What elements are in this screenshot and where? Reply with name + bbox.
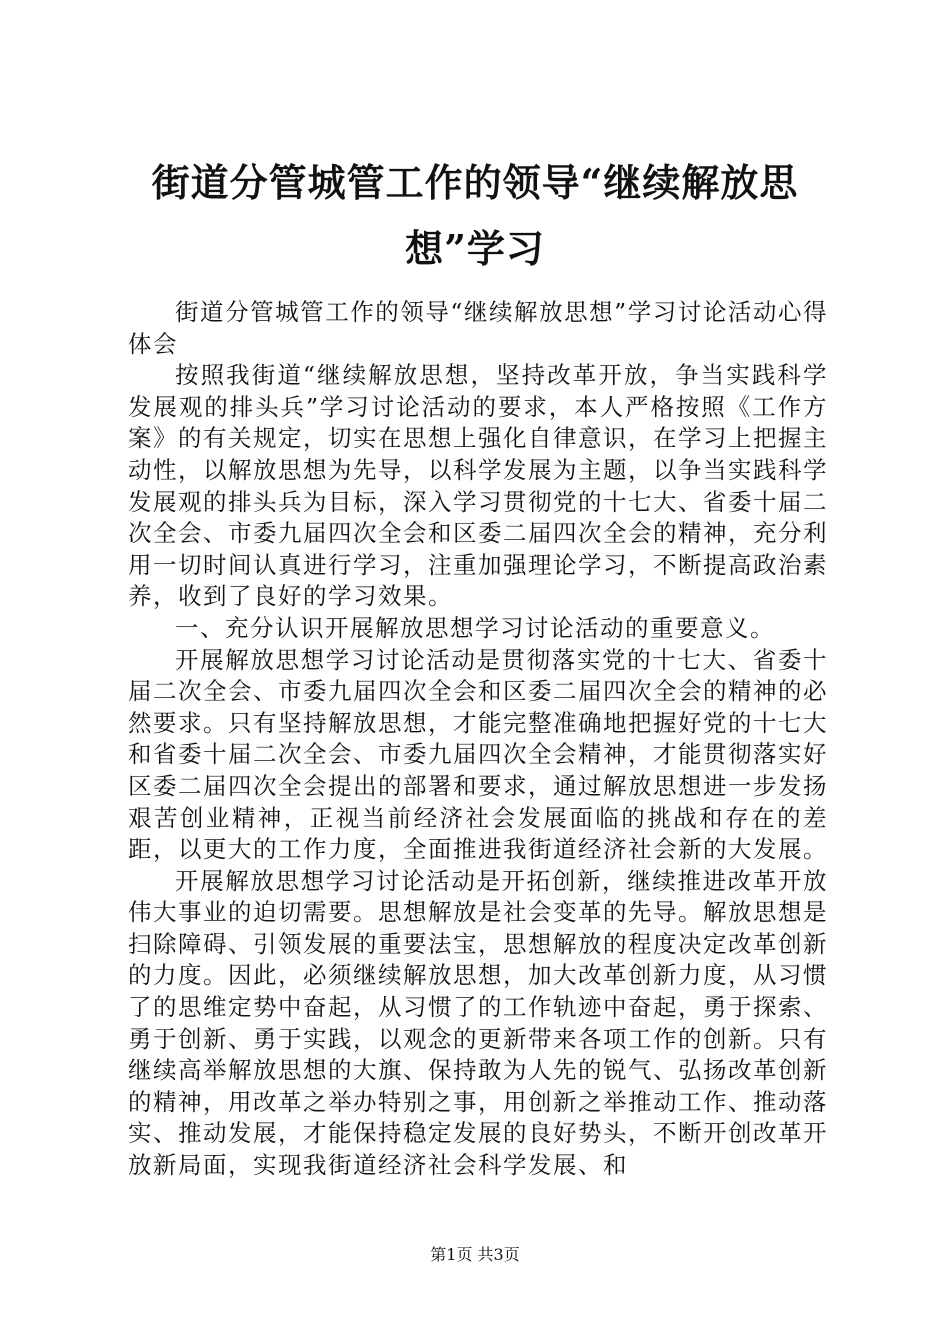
body-paragraph: 按照我街道“继续解放思想，坚持改革开放，争当实践科学发展观的排头兵”学习讨论活动的要求，本人严格按照《工作方案》的有关规定，切实在思想上强化自律意识，在学习上把握主动性，以解放思想为先导，以科学发展为主题，以争当实践科学发展观的排头兵为目标，深入学习贯彻党的十七大、省委十届二次全会、市委九届四次全会和区委二届四次全会的精神，充分利用一切时间认真进行学习，注重加强理论学习，不断提高政治素养，收到了良好的学习效果。 <box>128 361 828 611</box>
document-body <box>128 297 828 1182</box>
document-title: 街道分管城管工作的领导“继续解放思想”学习 <box>151 160 799 271</box>
body-paragraph: 开展解放思想学习讨论活动是贯彻落实党的十七大、省委十届二次全会、市委九届四次全会和区委二届四次全会的精神的必然要求。只有坚持解放思想，才能完整准确地把握好党的十七大和省委十届二次全会、市委九届四次全会精神，才能贯彻落实好区委二届四次全会提出的部署和要求，通过解放思想进一步发扬艰苦创业精神，正视当前经济社会发展面临的挑战和存在的差距，以更大的工作力度，全面推进我街道经济社会新的大发展。 <box>128 645 828 864</box>
page-number-footer: 第1页 共3页 <box>430 1245 520 1264</box>
section-heading: 一、充分认识开展解放思想学习讨论活动的重要意义。 <box>175 613 775 642</box>
subtitle-paragraph: 街道分管城管工作的领导“继续解放思想”学习讨论活动心得体会 <box>128 298 828 358</box>
body-paragraph: 开展解放思想学习讨论活动是开拓创新，继续推进改革开放伟大事业的迫切需要。思想解放是社会变革的先导。解放思想是扫除障碍、引领发展的重要法宝，思想解放的程度决定改革创新的力度。因此，必须继续解放思想，加大改革创新力度，从习惯了的思维定势中奋起，从习惯了的工作轨迹中奋起，勇于探索、勇于创新、勇于实践，以观念的更新带来各项工作的创新。只有继续高举解放思想的大旗、保持敢为人先的锐气、弘扬改革创新的精神，用改革之举办特别之事，用创新之举推动工作、推动落实、推动发展，才能保持稳定发展的良好势头，不断开创改革开放新局面，实现我街道经济社会科学发展、和 <box>128 866 828 1180</box>
